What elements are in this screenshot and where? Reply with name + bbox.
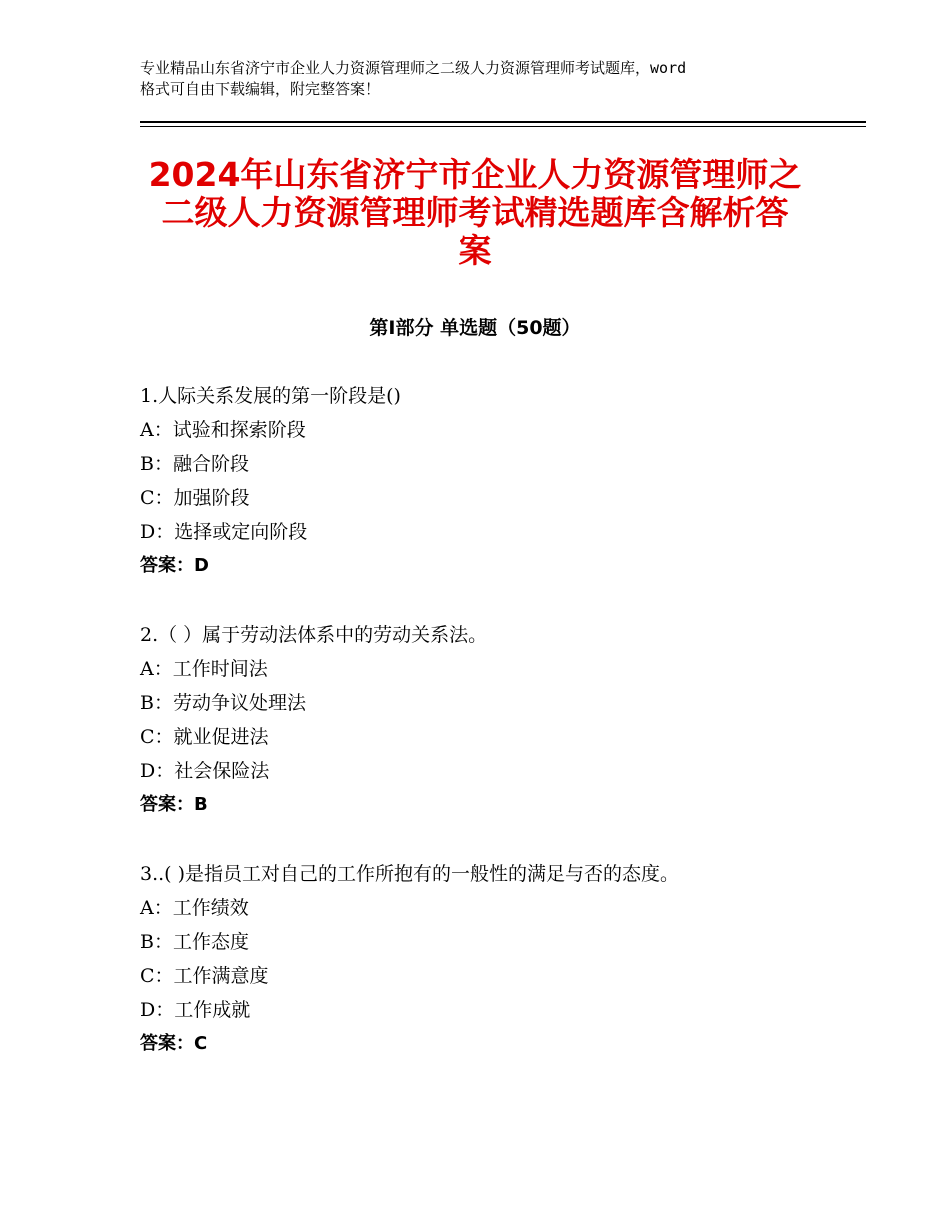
answer: 答案：D [140, 555, 209, 576]
option-b: B：融合阶段 [140, 453, 249, 475]
answer: 答案：C [140, 1033, 208, 1054]
option-d: D：选择或定向阶段 [140, 521, 308, 543]
option-c: C：就业促进法 [140, 726, 269, 748]
option-a: A：工作时间法 [140, 658, 268, 680]
question-stem: 1.人际关系发展的第一阶段是() [140, 385, 401, 407]
option-a: A：试验和探索阶段 [140, 419, 306, 441]
question-2 [140, 618, 860, 822]
option-d: D：社会保险法 [140, 760, 270, 782]
question-stem: 3..( )是指员工对自己的工作所抱有的一般性的满足与否的态度。 [140, 863, 680, 885]
header-note [140, 58, 830, 100]
header-note-line: 格式可自由下载编辑，附完整答案！ [140, 80, 381, 98]
option-d: D：工作成就 [140, 999, 251, 1021]
option-a: A：工作绩效 [140, 897, 249, 919]
answer: 答案：B [140, 794, 208, 815]
section-heading: 第Ⅰ部分 单选题（50题） [369, 317, 581, 339]
title-line: 2024年山东省济宁市企业人力资源管理师之 [148, 155, 802, 194]
document-title [100, 156, 850, 270]
option-b: B：工作态度 [140, 931, 249, 953]
question-1 [140, 379, 860, 583]
option-c: C：工作满意度 [140, 965, 269, 987]
header-divider [140, 121, 866, 123]
question-3 [140, 857, 860, 1061]
header-divider [140, 126, 866, 127]
question-stem: 2.（ ）属于劳动法体系中的劳动关系法。 [140, 624, 488, 646]
option-c: C：加强阶段 [140, 487, 250, 509]
option-b: B：劳动争议处理法 [140, 692, 306, 714]
title-line: 二级人力资源管理师考试精选题库含解析答 [161, 193, 789, 232]
header-note-line: 专业精品山东省济宁市企业人力资源管理师之二级人力资源管理师考试题库，word [140, 59, 687, 77]
title-line: 案 [458, 231, 492, 270]
